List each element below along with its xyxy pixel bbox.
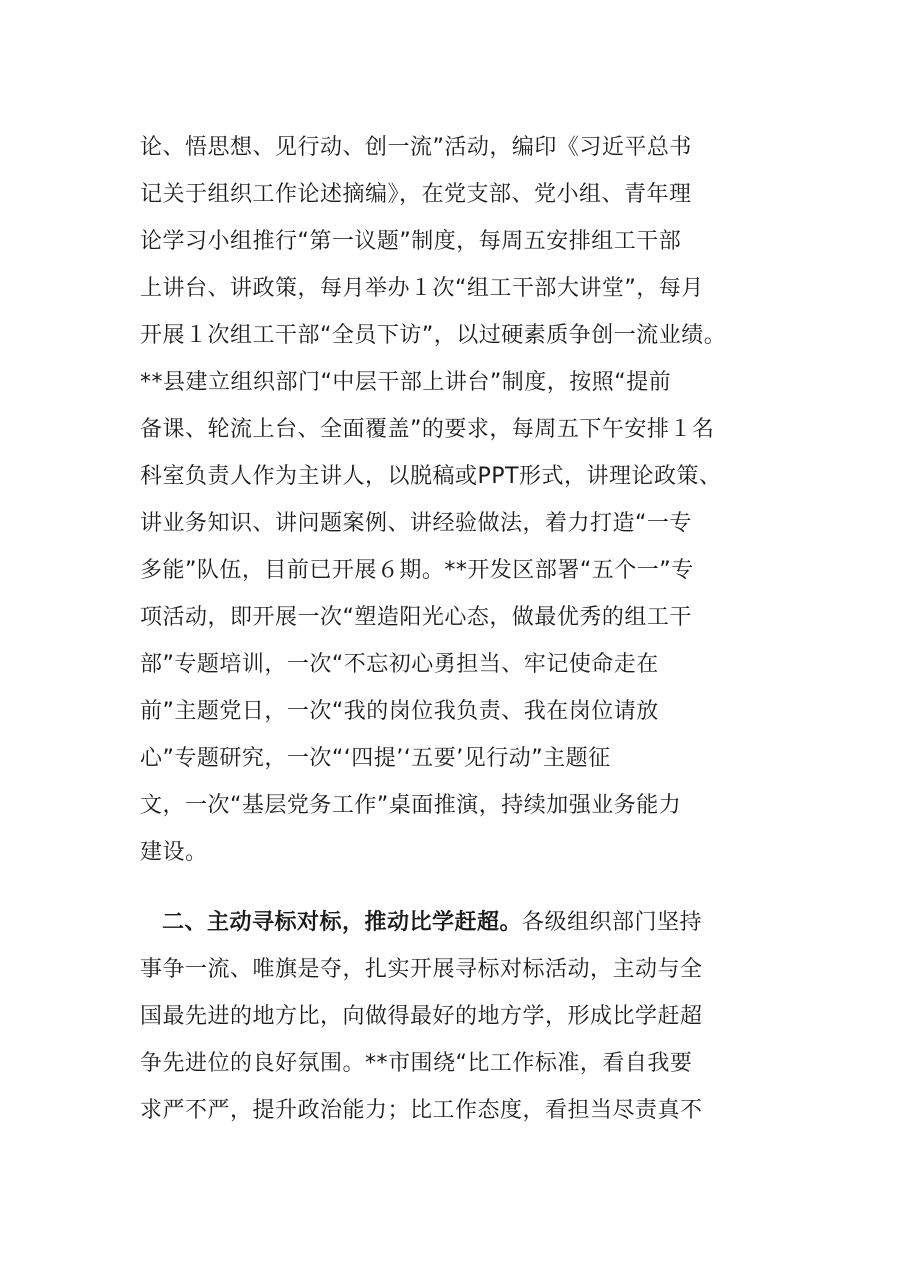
text-line: 心”专题研究，一次“‘四提’‘五要’见行动”主题征 bbox=[140, 746, 611, 771]
document-body bbox=[140, 124, 780, 1134]
text-line: 前”主题党日，一次“我的岗位我负责、我在岗位请放 bbox=[140, 699, 659, 724]
text-line: 国最先进的地方比，向做得最好的地方学，形成比学赶超 bbox=[140, 1004, 703, 1029]
text-line: 讲业务知识、讲问题案例、讲经验做法，着力打造“一专 bbox=[140, 511, 692, 536]
text-line: **县建立组织部门“中层干部上讲台”制度，按照“提前 bbox=[140, 370, 672, 395]
paragraph-1 bbox=[140, 124, 780, 876]
text-line: 文，一次“基层党务工作”桌面推演，持续加强业务能力 bbox=[140, 793, 682, 818]
text-line: 备课、轮流上台、全面覆盖”的要求，每周五下午安排１名 bbox=[140, 417, 715, 442]
text-line: 开展１次组工干部“全员下访”，以过硬素质争创一流业绩。 bbox=[140, 323, 727, 348]
text-line: 论、悟思想、见行动、创一流”活动，编印《习近平总书 bbox=[140, 135, 692, 160]
text-line: 部”专题培训，一次“不忘初心勇担当、牢记使命走在 bbox=[140, 652, 659, 677]
text-line: 上讲台、讲政策，每月举办１次“组工干部大讲堂”，每月 bbox=[140, 276, 704, 301]
text-line: 事争一流、唯旗是夺，扎实开展寻标对标活动，主动与全 bbox=[140, 957, 703, 982]
paragraph-2 bbox=[140, 899, 780, 1134]
text-line: 建设。 bbox=[140, 840, 208, 865]
section-heading: 二、主动寻标对标，推动比学赶超。 bbox=[162, 910, 523, 935]
text-line: 记关于组织工作论述摘编》，在党支部、党小组、青年理 bbox=[140, 182, 692, 207]
heading-line bbox=[140, 899, 780, 946]
paragraph-gap bbox=[140, 876, 780, 899]
text-line: 科室负责人作为主讲人，以脱稿或PPT形式，讲理论政策、 bbox=[140, 464, 722, 489]
text-line: 求严不严，提升政治能力；比工作态度，看担当尽责真不 bbox=[140, 1098, 703, 1123]
heading-line-rest: 各级组织部门坚持 bbox=[522, 910, 703, 935]
text-line: 项活动，即开展一次“塑造阳光心态，做最优秀的组工干 bbox=[140, 605, 692, 630]
text-line: 论学习小组推行“第一议题”制度，每周五安排组工干部 bbox=[140, 229, 682, 254]
text-line: 多能”队伍，目前已开展６期。**开发区部署“五个一”专 bbox=[140, 558, 694, 583]
text-line: 争先进位的良好氛围。**市围绕“比工作标准，看自我要 bbox=[140, 1051, 693, 1076]
